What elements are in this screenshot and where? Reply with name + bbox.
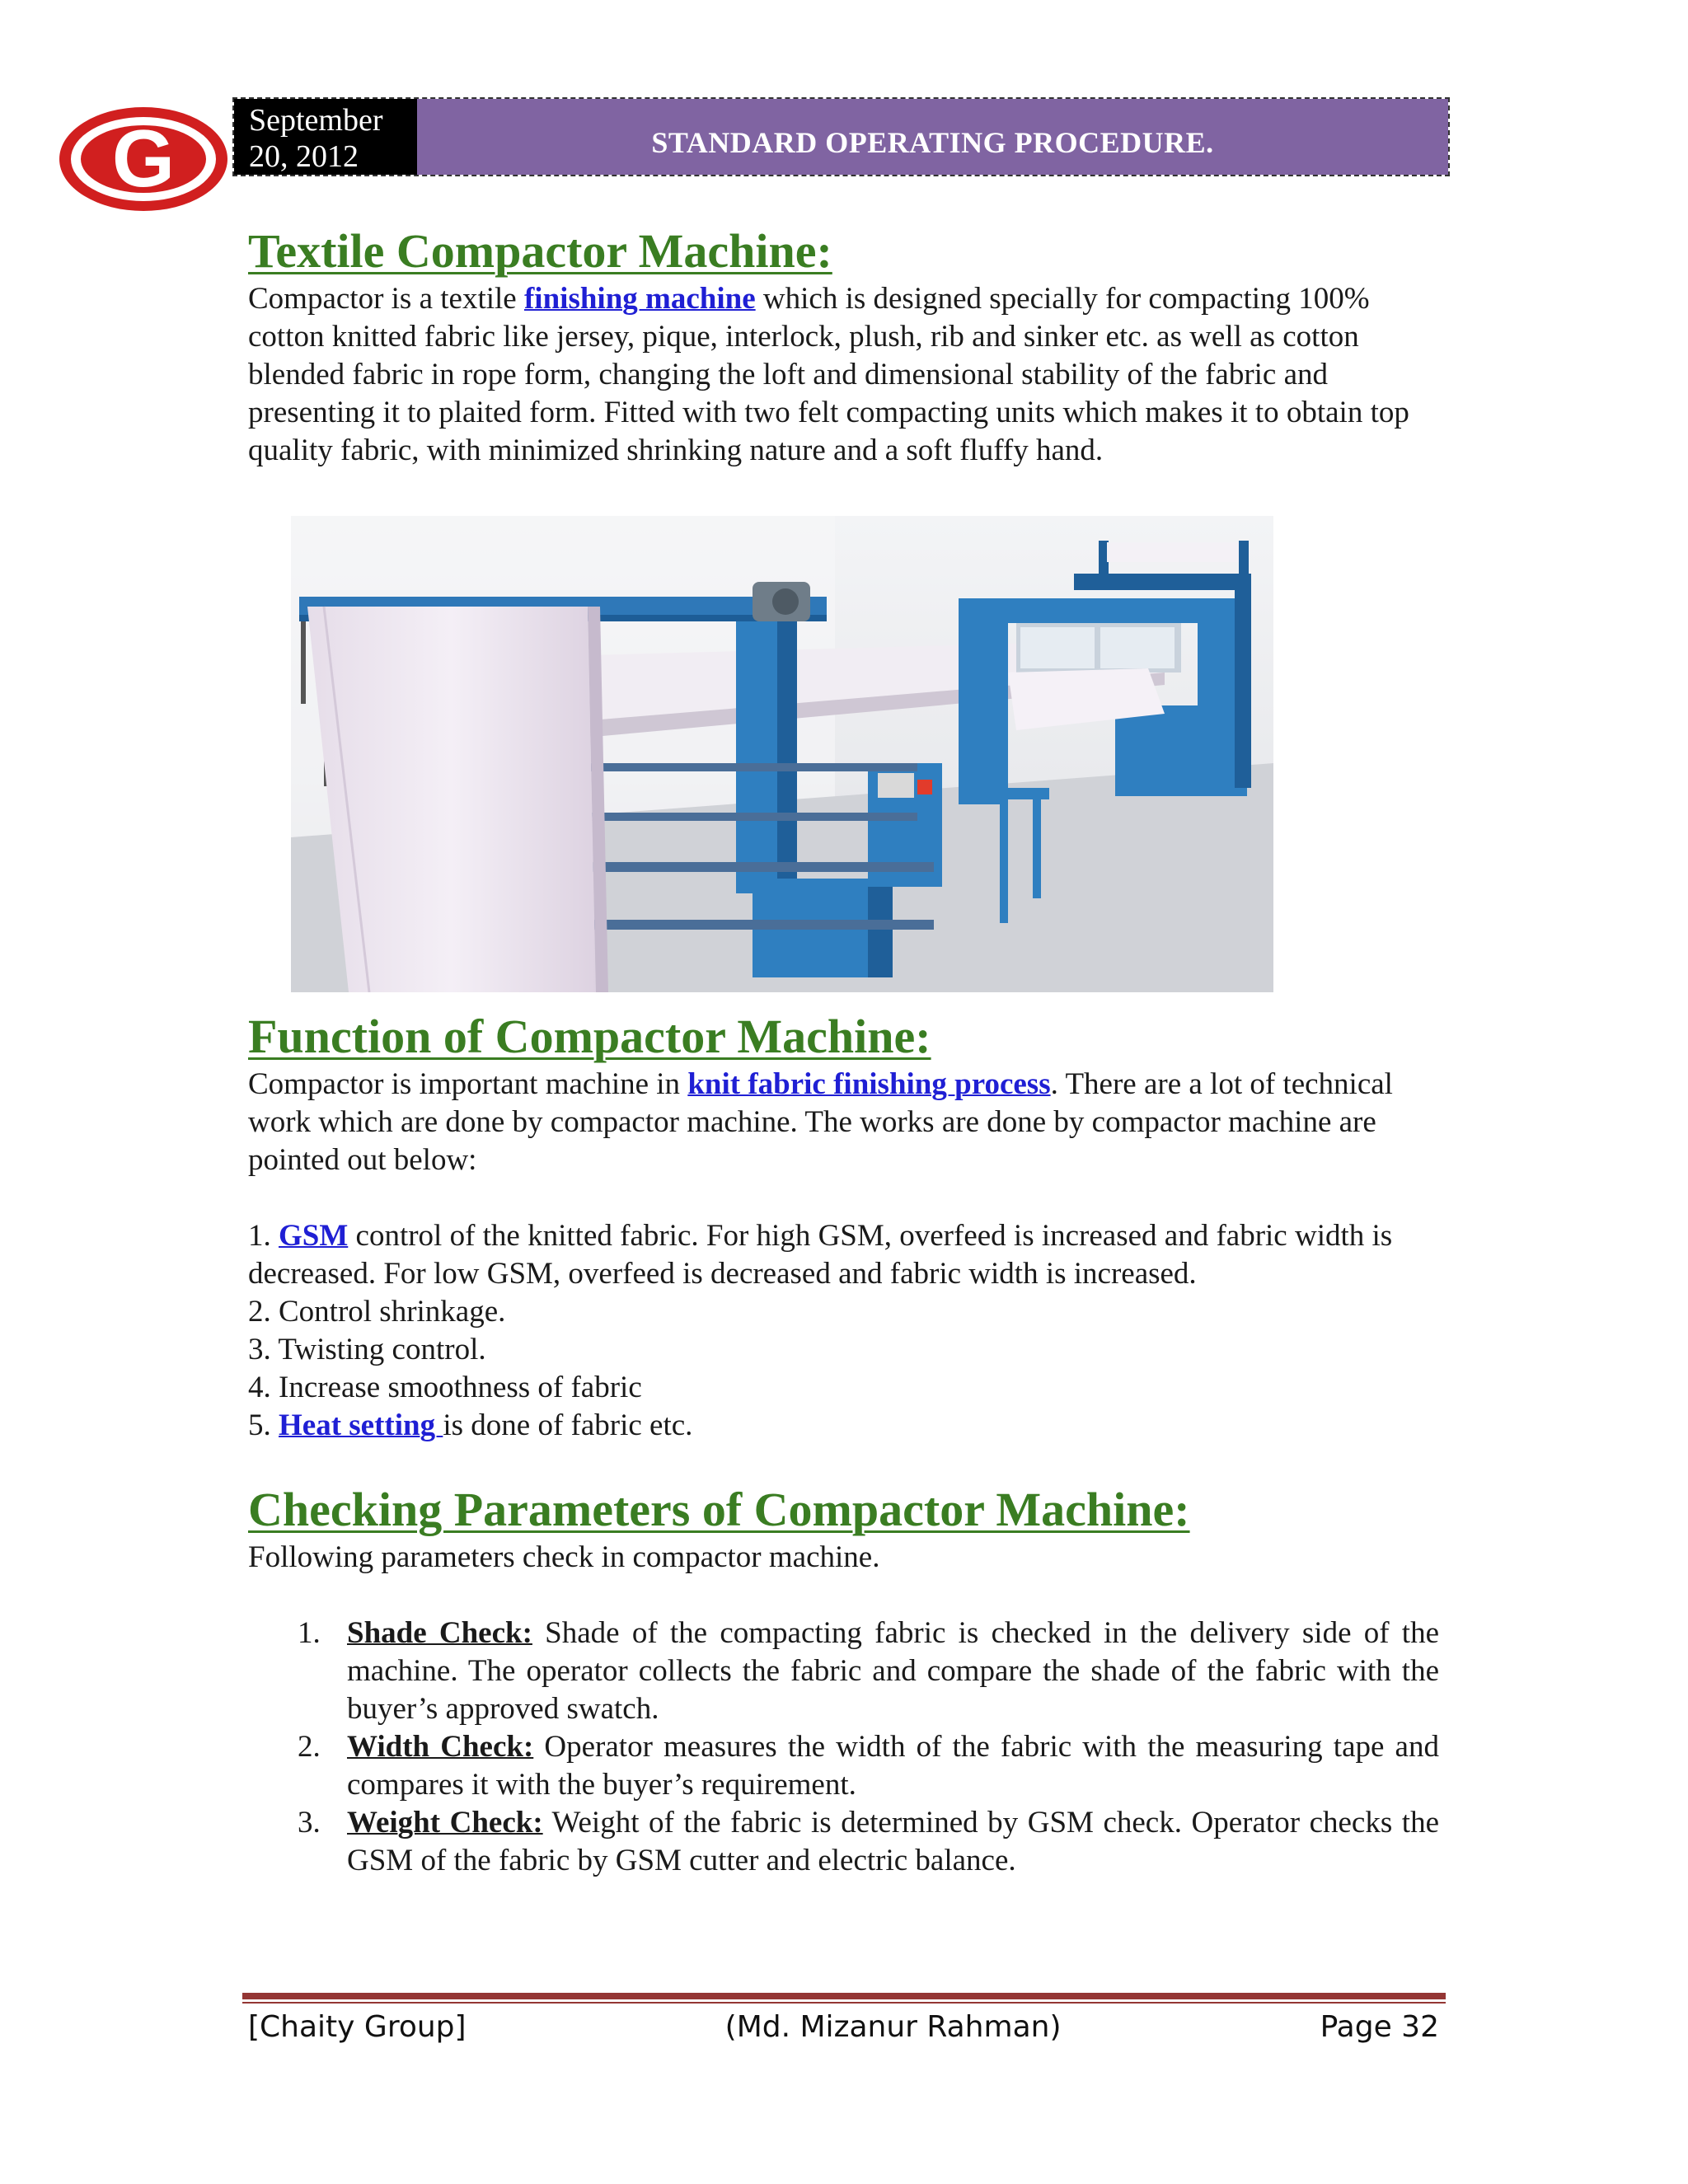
page-footer — [248, 2006, 1439, 2049]
item-text — [347, 1615, 1439, 1728]
list-item — [298, 1615, 1439, 1728]
function-item-5 — [248, 1407, 1439, 1445]
compactor-machine-photo — [291, 516, 1273, 992]
paragraph-compactor-description — [248, 280, 1439, 470]
item-number: 3. — [298, 1806, 321, 1840]
link-heat-setting[interactable]: Heat setting — [279, 1408, 443, 1442]
item-number: 2. — [298, 1730, 321, 1764]
footer-page-number: Page 32 — [1320, 2010, 1439, 2044]
header-title: STANDARD OPERATING PROCEDURE. — [417, 99, 1448, 175]
text-segment: Compactor is important machine in — [248, 1067, 688, 1101]
function-item-4: 4. Increase smoothness of fabric — [248, 1371, 642, 1404]
text-segment: control of the knitted fabric. For high GSM, overfeed is increased and fabric width is decreased. For low GSM, overfeed is decreased and fabric width is increased. — [248, 1219, 1393, 1291]
page-header — [232, 97, 1450, 176]
footer-rule-thin — [242, 2002, 1446, 2004]
footer-rule-thick — [242, 1993, 1446, 1999]
footer-company: [Chaity Group] — [248, 2010, 467, 2044]
text-segment: is done of fabric etc. — [443, 1408, 693, 1442]
chaity-group-logo — [58, 105, 229, 213]
item-description: Weight of the fabric is determined by GSM check. Operator checks the GSM of the fabric by GSM cutter and electric balance. — [347, 1806, 1439, 1877]
date-line-2: 20, 2012 — [249, 139, 359, 174]
date-line-1: September — [249, 103, 383, 138]
list-item — [298, 1728, 1439, 1804]
item-number: 5. — [248, 1408, 279, 1442]
item-label: Weight Check: — [347, 1806, 543, 1840]
item-description: Operator measures the width of the fabric with the measuring tape and compares it with the buyer’s requirement. — [347, 1730, 1439, 1802]
list-item — [298, 1804, 1439, 1880]
text-segment: which is designed specially for compacting 100% cotton knitted fabric like jersey, pique, interlock, plush, rib and sinker etc. as well as cotton blended fabric in rope form, changing the loft and dimensional stability of the fabric and presenting it to plaited form. Fitted with two felt compacting units which makes it to obtain top quality fabric, with minimized shrinking nature and a soft fluffy hand. — [248, 282, 1409, 467]
logo-letter: G — [111, 113, 176, 204]
text-segment: . There are a lot of technical work which are done by compactor machine. The works are done by compactor machine are pointed out below: — [248, 1067, 1393, 1177]
page-content — [248, 223, 1439, 1880]
item-text — [347, 1804, 1439, 1880]
footer-author: (Md. Mizanur Rahman) — [724, 2010, 1062, 2044]
item-number: 1. — [248, 1219, 279, 1253]
text-segment: Compactor is a textile — [248, 282, 524, 316]
item-label: Shade Check: — [347, 1616, 532, 1650]
paragraph-checking-intro: Following parameters check in compactor machine. — [248, 1540, 880, 1574]
function-item-1 — [248, 1217, 1439, 1293]
header-date — [234, 99, 417, 175]
paragraph-function-intro — [248, 1066, 1439, 1179]
link-finishing-machine[interactable]: finishing machine — [523, 282, 756, 316]
heading-textile-compactor: Textile Compactor Machine: — [248, 224, 832, 278]
link-gsm[interactable]: GSM — [279, 1219, 349, 1253]
item-description: Shade of the compacting fabric is checked in the delivery side of the machine. The operator collects the fabric and compare the shade of the fabric with the buyer’s approved swatch. — [347, 1616, 1439, 1726]
item-label: Width Check: — [347, 1730, 534, 1764]
function-item-2: 2. Control shrinkage. — [248, 1295, 506, 1329]
item-text — [347, 1728, 1439, 1804]
heading-checking-parameters: Checking Parameters of Compactor Machine: — [248, 1483, 1190, 1536]
link-knit-fabric-finishing[interactable]: knit fabric finishing process — [687, 1067, 1051, 1101]
heading-function: Function of Compactor Machine: — [248, 1010, 931, 1063]
function-item-3: 3. Twisting control. — [248, 1333, 486, 1366]
checking-parameters-list — [298, 1615, 1439, 1880]
item-number: 1. — [298, 1616, 321, 1650]
